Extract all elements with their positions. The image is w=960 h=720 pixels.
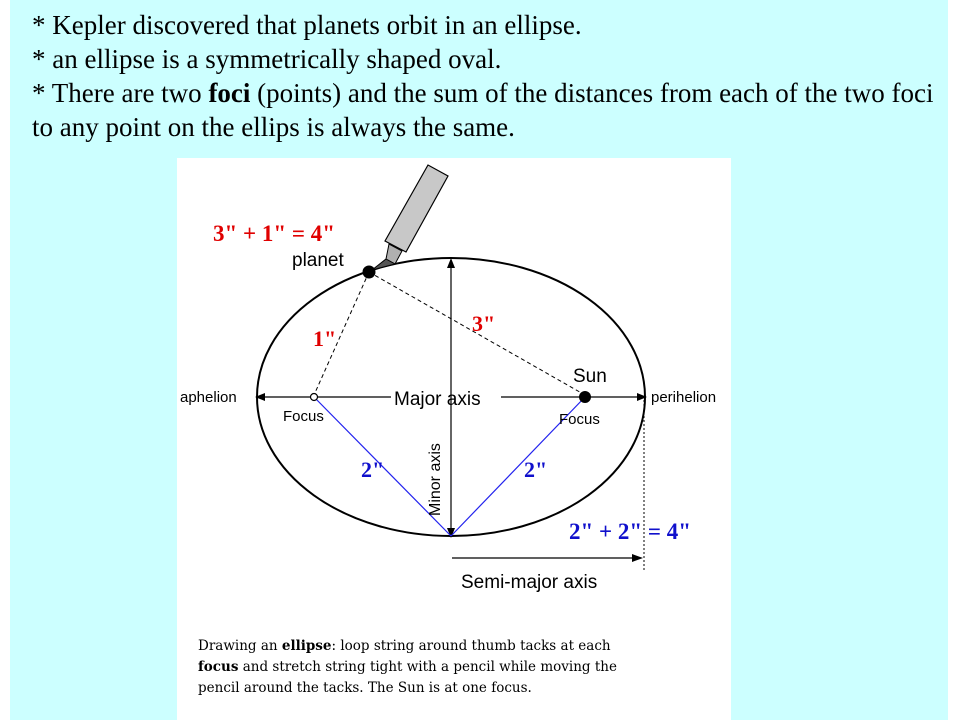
- bullet-kepler: * Kepler discovered that planets orbit in an ellipse.: [32, 10, 582, 40]
- distance-3-label: 3": [472, 311, 496, 336]
- semi-major-axis-label: Semi-major axis: [461, 572, 598, 593]
- caption-line-3: pencil around the tacks. The Sun is at one focus.: [198, 680, 532, 696]
- planet-point: [363, 266, 376, 279]
- distance-2-left-label: 2": [361, 457, 385, 482]
- bullet-ellipse-shape: * an ellipse is a symmetrically shaped oval.: [32, 44, 502, 74]
- caption-line-2: focus and stretch string tight with a pencil while moving the: [198, 659, 617, 675]
- focus-term: focus: [198, 659, 239, 675]
- perihelion-label: perihelion: [651, 389, 717, 406]
- planet-label: planet: [292, 250, 344, 271]
- focus-right-label: Focus: [559, 411, 600, 428]
- distance-1-label: 1": [313, 326, 337, 351]
- major-axis-label: Major axis: [394, 389, 481, 410]
- left-focus-point: [311, 394, 318, 401]
- caption-line-1: Drawing an ellipse: loop string around thumb tacks at each: [198, 638, 611, 654]
- ellipse-term: ellipse: [281, 638, 332, 654]
- sun-label: Sun: [573, 366, 607, 387]
- minor-axis-arrowhead-top: [447, 258, 455, 268]
- figure-caption: [198, 636, 718, 699]
- minor-axis-label: Minor axis: [427, 443, 444, 516]
- equation-top-label: 3" + 1" = 4": [213, 221, 336, 246]
- pencil-icon: [372, 165, 448, 270]
- focus-left-label: Focus: [283, 408, 324, 425]
- foci-term: foci: [208, 78, 251, 108]
- aphelion-label: aphelion: [180, 389, 237, 406]
- sun-point: [579, 391, 591, 403]
- bullet-foci: * There are two foci (points) and the sum of the distances from each of the two foci to any point on the ellips is always the same.: [32, 78, 934, 142]
- bullet-list: [32, 8, 947, 144]
- semi-major-axis-arrowhead: [632, 554, 643, 562]
- equation-bottom-label: 2" + 2" = 4": [569, 519, 692, 544]
- distance-2-right-label: 2": [524, 457, 548, 482]
